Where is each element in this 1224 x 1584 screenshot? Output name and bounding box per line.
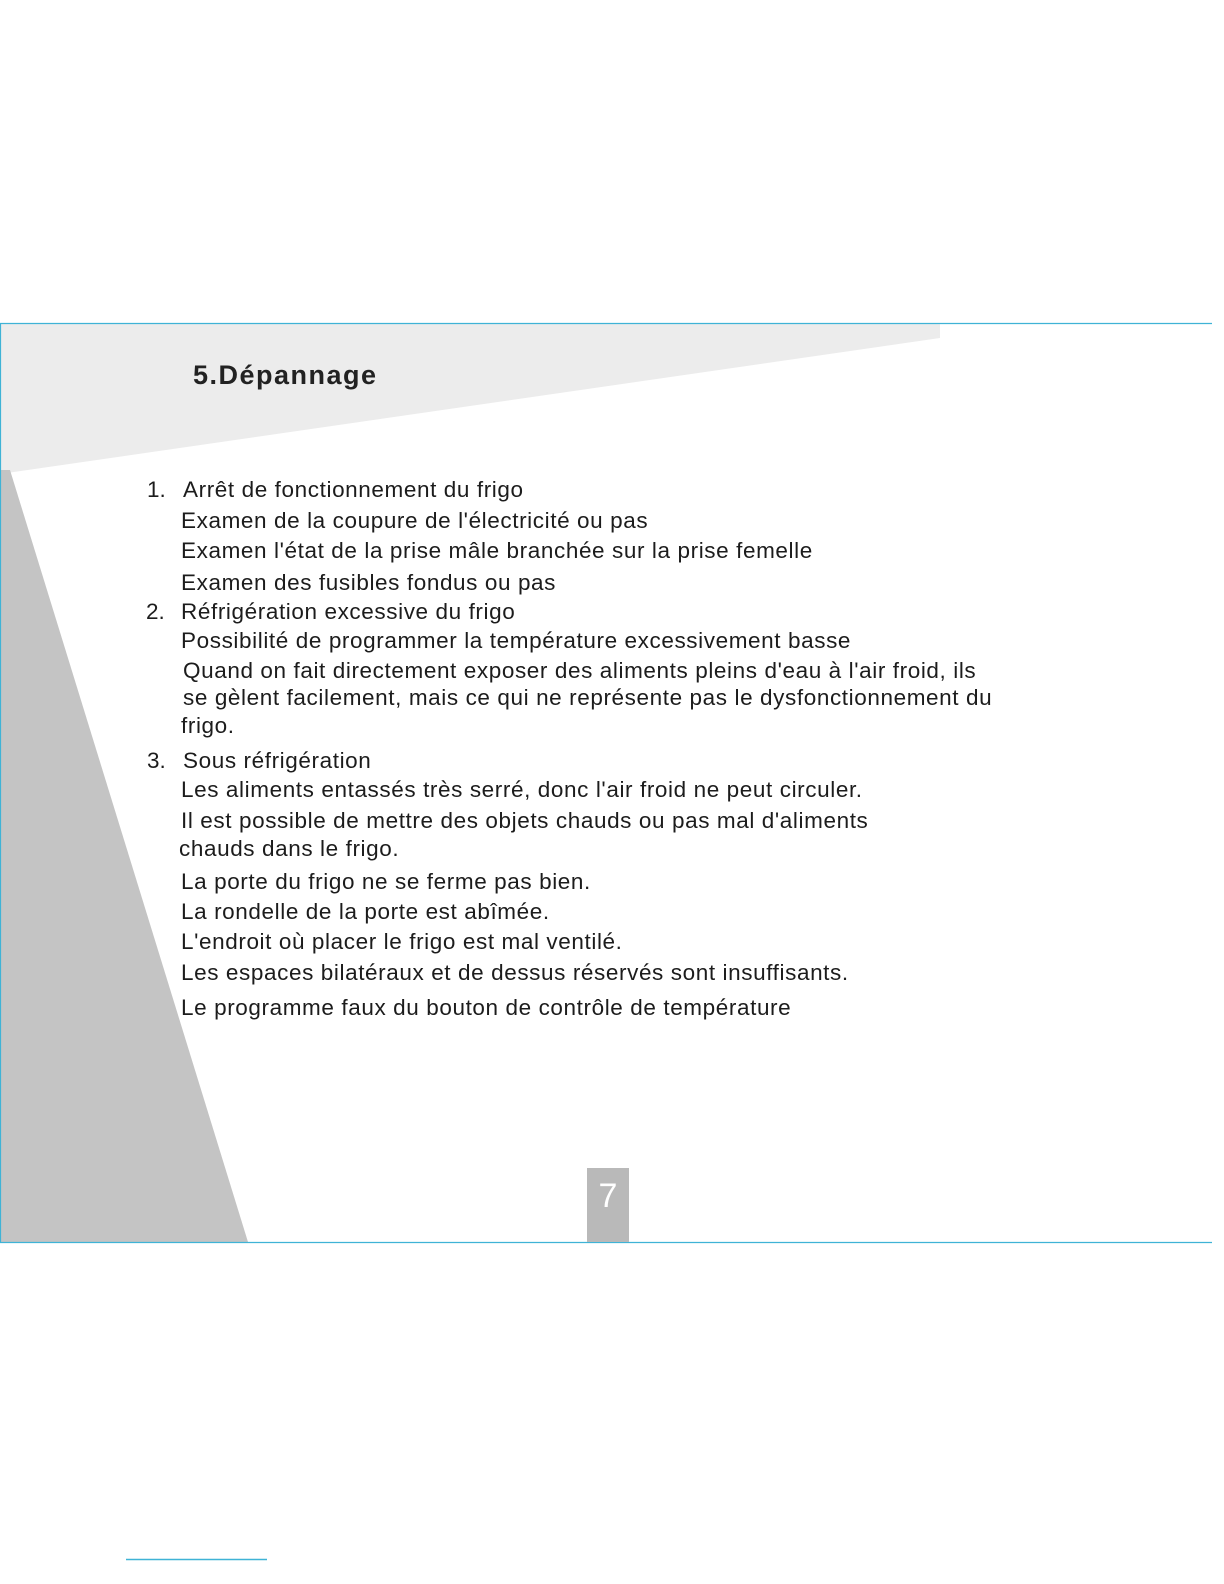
section-3-line: L'endroit où placer le frigo est mal ventilé.	[181, 929, 623, 954]
section-1-line: Examen des fusibles fondus ou pas	[181, 570, 557, 595]
section-1-line: Examen l'état de la prise mâle branchée sur la prise femelle	[181, 538, 813, 563]
page-number-badge: 7	[587, 1168, 629, 1242]
section-3-number: 3.	[147, 748, 166, 773]
section-2-line: Quand on fait directement exposer des aliments pleins d'eau à l'air froid, ils	[183, 658, 977, 683]
section-3-line: La porte du frigo ne se ferme pas bien.	[181, 869, 591, 894]
section-3-line: Les espaces bilatéraux et de dessus réservés sont insuffisants.	[181, 960, 849, 985]
section-3-heading: Sous réfrigération	[183, 748, 372, 773]
section-2-line: Possibilité de programmer la température excessivement basse	[181, 628, 852, 653]
section-3-line: La rondelle de la porte est abîmée.	[181, 899, 550, 924]
section-2-line: se gèlent facilement, mais ce qui ne représente pas le dysfonctionnement du	[183, 685, 993, 710]
section-2-line: frigo.	[181, 713, 235, 738]
section-2-heading: Réfrigération excessive du frigo	[181, 599, 516, 624]
section-1-number: 1.	[147, 477, 166, 502]
section-3-line: Il est possible de mettre des objets chauds ou pas mal d'aliments	[181, 808, 869, 833]
section-1-heading: Arrêt de fonctionnement du frigo	[183, 477, 524, 502]
section-3-line: chauds dans le frigo.	[179, 836, 400, 861]
page-title: 5.Dépannage	[193, 360, 378, 390]
section-1-line: Examen de la coupure de l'électricité ou pas	[181, 508, 649, 533]
section-2-number: 2.	[146, 599, 165, 624]
section-3-line: Le programme faux du bouton de contrôle de température	[181, 995, 792, 1020]
section-3-line: Les aliments entassés très serré, donc l'air froid ne peut circuler.	[181, 777, 863, 802]
header-band	[0, 324, 940, 474]
